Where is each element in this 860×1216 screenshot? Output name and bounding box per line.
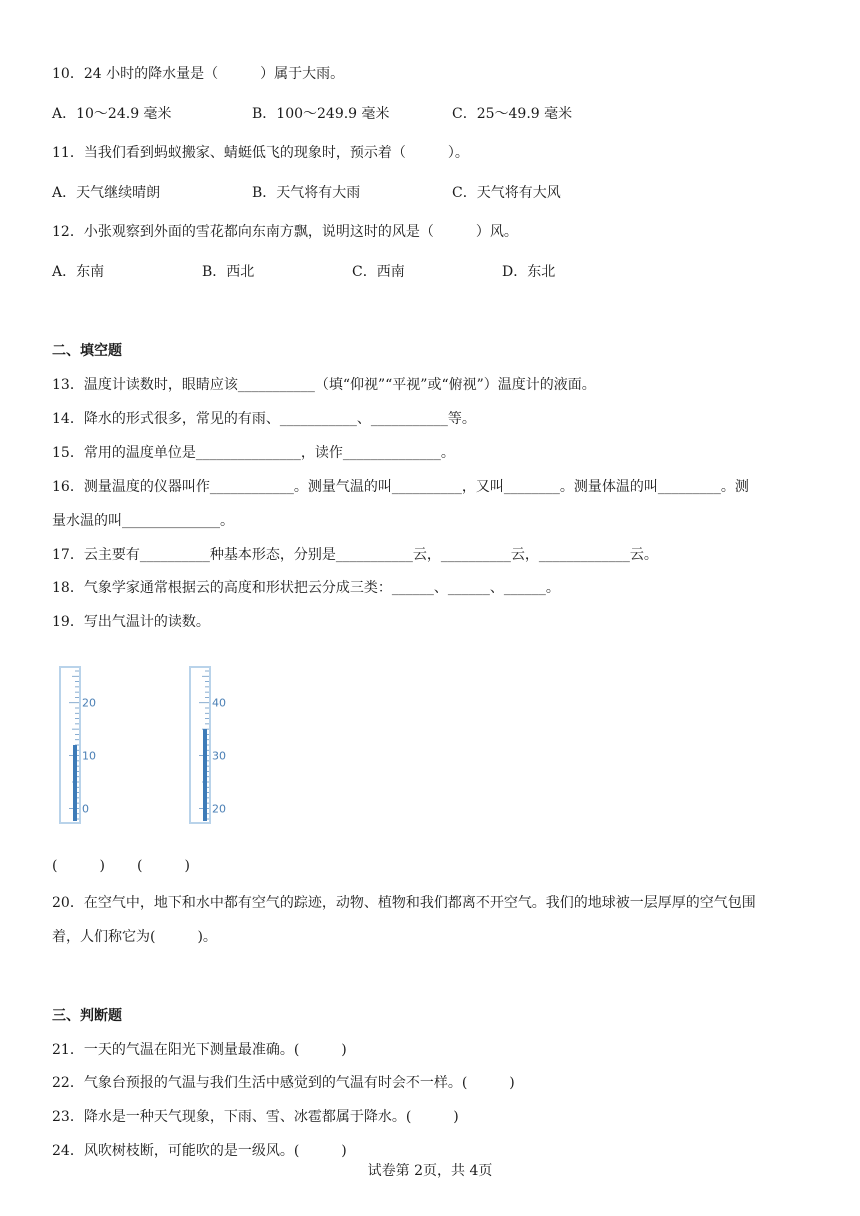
thermometer-2-label-top: 40 <box>212 696 226 710</box>
question-14: 14．降水的形式很多，常见的有雨、___________、___________等。 <box>52 411 476 427</box>
question-23: 23．降水是一种天气现象，下雨、雪、冰雹都属于降水。( ) <box>52 1109 459 1125</box>
question-16-line2: 量水温的叫______________。 <box>52 513 234 529</box>
question-12-stem: 12．小张观察到外面的雪花都向东南方飘，说明这时的风是（ ）风。 <box>52 224 518 240</box>
q11-option-b: B．天气将有大雨 <box>252 185 361 201</box>
question-18: 18．气象学家通常根据云的高度和形状把云分成三类：______、______、______。 <box>52 580 560 596</box>
question-22: 22．气象台预报的气温与我们生活中感觉到的气温有时会不一样。( ) <box>52 1075 515 1091</box>
q12-option-b: B．西北 <box>202 264 255 280</box>
question-17: 17．云主要有__________种基本形态，分别是___________云，__________云，_____________云。 <box>52 547 658 563</box>
page-footer: 试卷第 2页，共 4页 <box>367 1163 493 1179</box>
thermometer-1-label-top: 20 <box>82 696 96 710</box>
question-19-answer-1: ( ) <box>52 858 105 874</box>
question-20-line1: 20．在空气中，地下和水中都有空气的踪迹，动物、植物和我们都离不开空气。我们的地球被一层厚厚的空气包围 <box>52 895 756 911</box>
q12-option-c: C．西南 <box>352 264 405 280</box>
q10-option-a: A．10～24.9 毫米 <box>52 106 172 122</box>
thermometer-2-liquid <box>203 729 207 821</box>
question-15: 15．常用的温度单位是_______________，读作______________。 <box>52 445 455 461</box>
question-19-stem: 19．写出气温计的读数。 <box>52 614 210 630</box>
question-19-answer-2: ( ) <box>137 858 190 874</box>
q12-option-a: A．东南 <box>52 264 105 280</box>
thermometer-2 <box>188 665 238 825</box>
thermometer-2-label-bottom: 20 <box>212 802 226 816</box>
q12-option-d: D．东北 <box>502 264 556 280</box>
question-16-line1: 16．测量温度的仪器叫作____________。测量气温的叫__________，又叫________。测量体温的叫_________。测 <box>52 479 749 495</box>
question-10-stem: 10．24 小时的降水量是（ ）属于大雨。 <box>52 66 345 82</box>
section-3-title: 三、判断题 <box>52 1008 122 1024</box>
thermometer-1-label-bottom: 0 <box>82 802 89 816</box>
q11-option-c: C．天气将有大风 <box>452 185 561 201</box>
q10-option-b: B．100～249.9 毫米 <box>252 106 390 122</box>
question-11-stem: 11．当我们看到蚂蚁搬家、蜻蜓低飞的现象时，预示着（ ）。 <box>52 145 469 161</box>
q11-option-a: A．天气继续晴朗 <box>52 185 161 201</box>
q10-option-c: C．25～49.9 毫米 <box>452 106 573 122</box>
thermometer-1 <box>58 665 108 825</box>
thermometer-1-liquid <box>73 745 77 821</box>
question-20-line2: 着，人们称它为( )。 <box>52 929 217 945</box>
question-13: 13．温度计读数时，眼睛应该___________（填“仰视”“平视”或“俯视”）温度计的液面。 <box>52 377 596 393</box>
question-21: 21．一天的气温在阳光下测量最准确。( ) <box>52 1042 347 1058</box>
thermometer-1-label-mid: 10 <box>82 749 96 763</box>
question-24: 24．风吹树枝断，可能吹的是一级风。( ) <box>52 1143 347 1159</box>
section-2-title: 二、填空题 <box>52 343 122 359</box>
thermometer-2-label-mid: 30 <box>212 749 226 763</box>
